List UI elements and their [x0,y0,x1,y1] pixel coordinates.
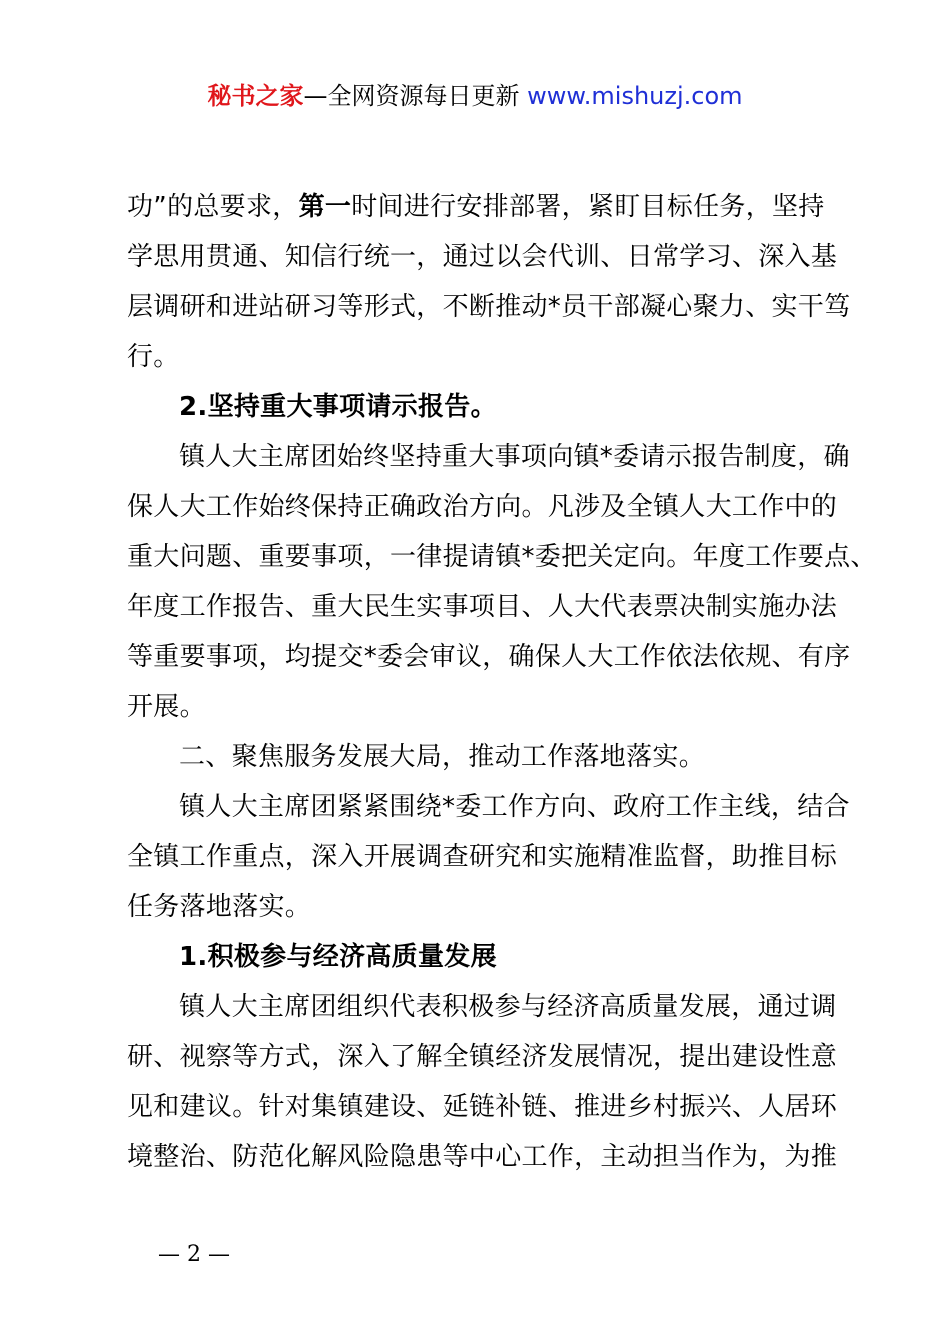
section-heading: 2.坚持重大事项请示报告。 [179,392,497,422]
text-run: 时间进行安排部署，紧盯目标任务，坚持 [351,192,825,222]
paragraph-line: 行。 [127,342,180,372]
paragraph-line: 镇人大主席团紧紧围绕*委工作方向、政府工作主线，结合 [179,792,850,822]
document-body [127,182,877,1182]
paragraph-line: 年度工作报告、重大民生实事项目、人大代表票决制实施办法 [127,592,838,622]
paragraph-line: 重大问题、重要事项，一律提请镇*委把关定向。年度工作要点、 [127,542,877,572]
paragraph-line: 境整治、防范化解风险隐患等中心工作，主动担当作为，为推 [127,1142,838,1172]
paragraph-line: 镇人大主席团组织代表积极参与经济高质量发展，通过调 [179,992,837,1022]
paragraph-line [127,182,847,232]
paragraph-line: 研、视察等方式，深入了解全镇经济发展情况，提出建设性意 [127,1042,838,1072]
site-brand: 秘书之家 [207,82,304,110]
text-run: 功”的总要求， [127,192,299,222]
emphasis-text: 第一 [298,192,352,222]
site-tagline: —全网资源每日更新 [303,82,520,110]
site-header [0,80,950,112]
page-number: — 2 — [158,1242,230,1267]
paragraph-line: 任务落地落实。 [127,892,312,922]
paragraph-line: 镇人大主席团始终坚持重大事项向镇*委请示报告制度，确 [179,442,850,472]
paragraph-line: 等重要事项，均提交*委会审议，确保人大工作依法依规、有序 [127,642,851,672]
section-heading: 二、聚焦服务发展大局，推动工作落地落实。 [179,742,706,772]
paragraph-line: 学思用贯通、知信行统一，通过以会代训、日常学习、深入基 [127,242,838,272]
section-heading: 1.积极参与经济高质量发展 [179,942,497,972]
paragraph-line: 开展。 [127,692,206,722]
paragraph-line: 层调研和进站研习等形式，不断推动*员干部凝心聚力、实干笃 [127,292,851,322]
paragraph-line: 全镇工作重点，深入开展调查研究和实施精准监督，助推目标 [127,842,838,872]
site-url[interactable]: www.mishuzj.com [527,82,743,110]
paragraph-line: 保人大工作始终保持正确政治方向。凡涉及全镇人大工作中的 [127,492,838,522]
paragraph-line: 见和建议。针对集镇建设、延链补链、推进乡村振兴、人居环 [127,1092,838,1122]
